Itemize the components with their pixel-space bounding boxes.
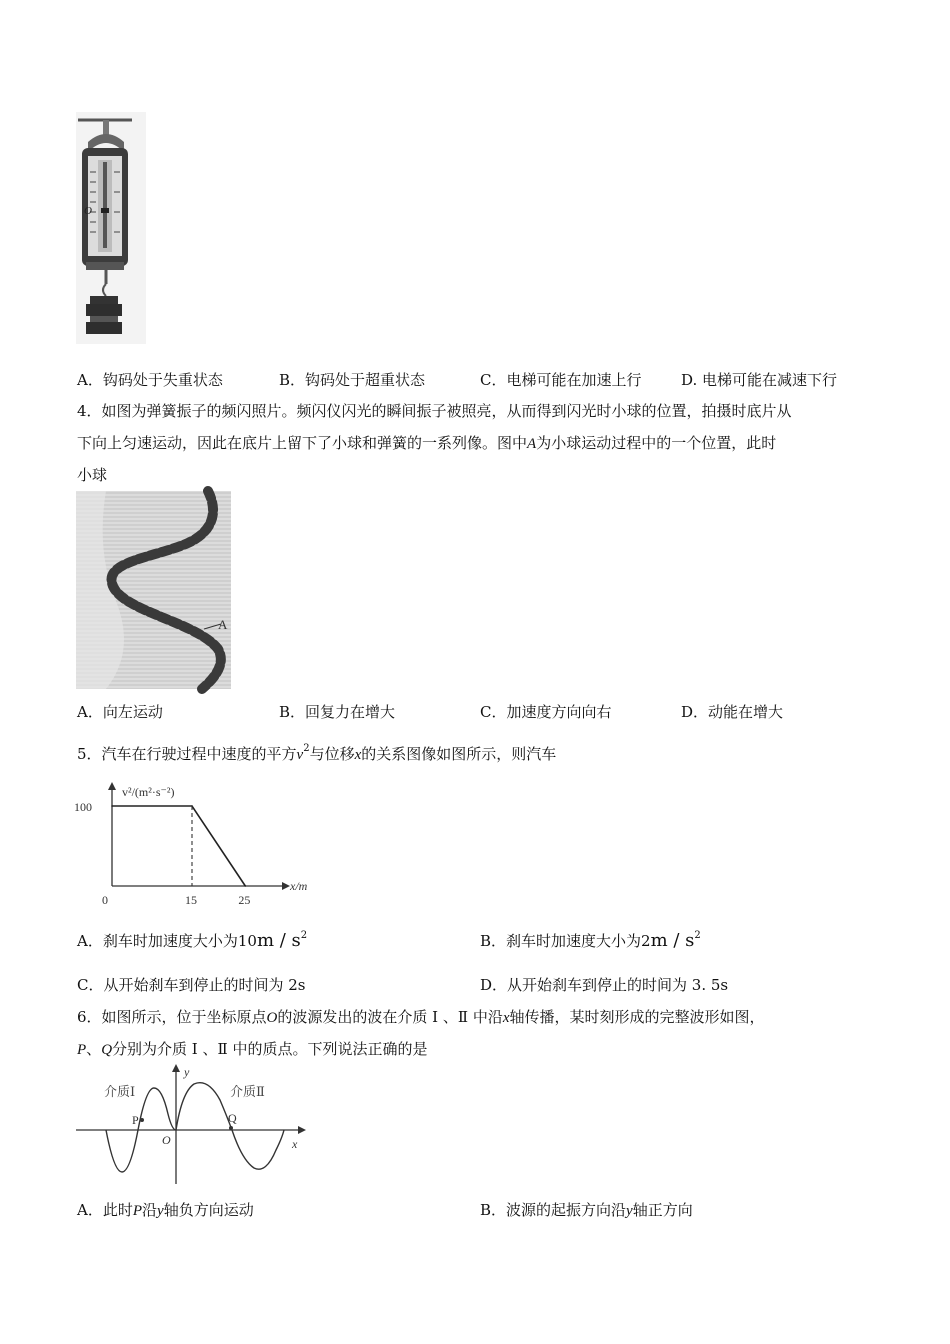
- q5-option-d: D．从开始刹车到停止的时间为 3. 5s: [480, 976, 729, 994]
- q4-option-b: B．回复力在增大: [279, 703, 396, 721]
- point-p-dot: [140, 1118, 144, 1122]
- medium-2-label: 介质Ⅱ: [230, 1084, 265, 1099]
- strobe-photo-figure: [76, 491, 231, 689]
- q5-option-c: C．从开始刹车到停止的时间为 2s: [77, 976, 306, 994]
- q4-option-d: D．动能在增大: [681, 703, 784, 721]
- x-axis-arrow: [282, 882, 290, 890]
- q6-option-b: B．波源的起振方向沿y轴正方向: [480, 1201, 693, 1219]
- q3-option-b: B．钩码处于超重状态: [279, 371, 426, 389]
- v2-x-chart: [70, 782, 308, 910]
- strobe-point-a-label: A: [218, 617, 228, 632]
- q4-option-a: A．向左运动: [77, 703, 163, 721]
- point-q-label: Q: [228, 1111, 237, 1125]
- q4-option-c: C．加速度方向向右: [480, 703, 612, 721]
- point-p-label: P: [132, 1113, 139, 1127]
- q3-option-d: D. 电梯可能在减速下行: [681, 371, 838, 389]
- q4-stem-line3: 小球: [77, 466, 108, 484]
- q4-var-a: A: [527, 436, 537, 452]
- q5-option-b: B．刹车时加速度大小为$2m / s^2$: [480, 930, 701, 951]
- y-axis-label: v²/(m²·s⁻²): [122, 785, 175, 799]
- q4-stem-line1: 4．如图为弹簧振子的频闪照片。频闪仪闪光的瞬间振子被照亮，从而得到闪光时小球的位置，拍摄时底片从: [77, 402, 792, 420]
- q6-stem-line2: P、Q分别为介质 Ⅰ 、Ⅱ 中的质点。下列说法正确的是: [77, 1040, 428, 1058]
- x-tick-label: 15: [185, 893, 197, 907]
- point-q-dot: [229, 1126, 233, 1130]
- q3-option-a: A．钩码处于失重状态: [77, 371, 223, 389]
- x-tick-label: 25: [238, 893, 251, 907]
- wave-figure: [76, 1064, 306, 1186]
- y-axis-label: y: [184, 1065, 190, 1079]
- origin-label: O: [162, 1133, 171, 1147]
- data-point: [111, 805, 113, 807]
- x-tick-label: 0: [102, 893, 108, 907]
- x-axis-label: x: [292, 1137, 298, 1151]
- q5-var-x: x: [354, 747, 362, 763]
- y-tick-label: 100: [74, 800, 92, 814]
- spring-scale-figure: [76, 112, 146, 344]
- medium-1-label: 介质Ⅰ: [104, 1084, 136, 1099]
- data-point: [245, 885, 247, 887]
- q5-stem: 5．汽车在行驶过程中速度的平方$v^2$与位移x的关系图像如图所示，则汽车: [77, 743, 557, 763]
- q5-var-v: v: [296, 747, 304, 763]
- x-axis-label: x/m: [290, 879, 308, 893]
- scale-zero-label: O: [84, 205, 92, 217]
- q3-option-c: C．电梯可能在加速上行: [480, 371, 642, 389]
- q6-option-a: A．此时P沿y轴负方向运动: [77, 1201, 254, 1219]
- q4-stem-line2: 下向上匀速运动，因此在底片上留下了小球和弹簧的一系列像。图中A为小球运动过程中的一个位置，此时: [77, 434, 777, 452]
- q5-option-a: A．刹车时加速度大小为$10m / s^2$: [77, 930, 308, 951]
- data-line: [112, 806, 245, 886]
- y-axis-arrow: [108, 782, 116, 790]
- q6-stem-line1: 6．如图所示，位于坐标原点O的波源发出的波在介质 Ⅰ 、Ⅱ 中沿x轴传播，某时刻形成的完整波形如图，: [77, 1008, 765, 1026]
